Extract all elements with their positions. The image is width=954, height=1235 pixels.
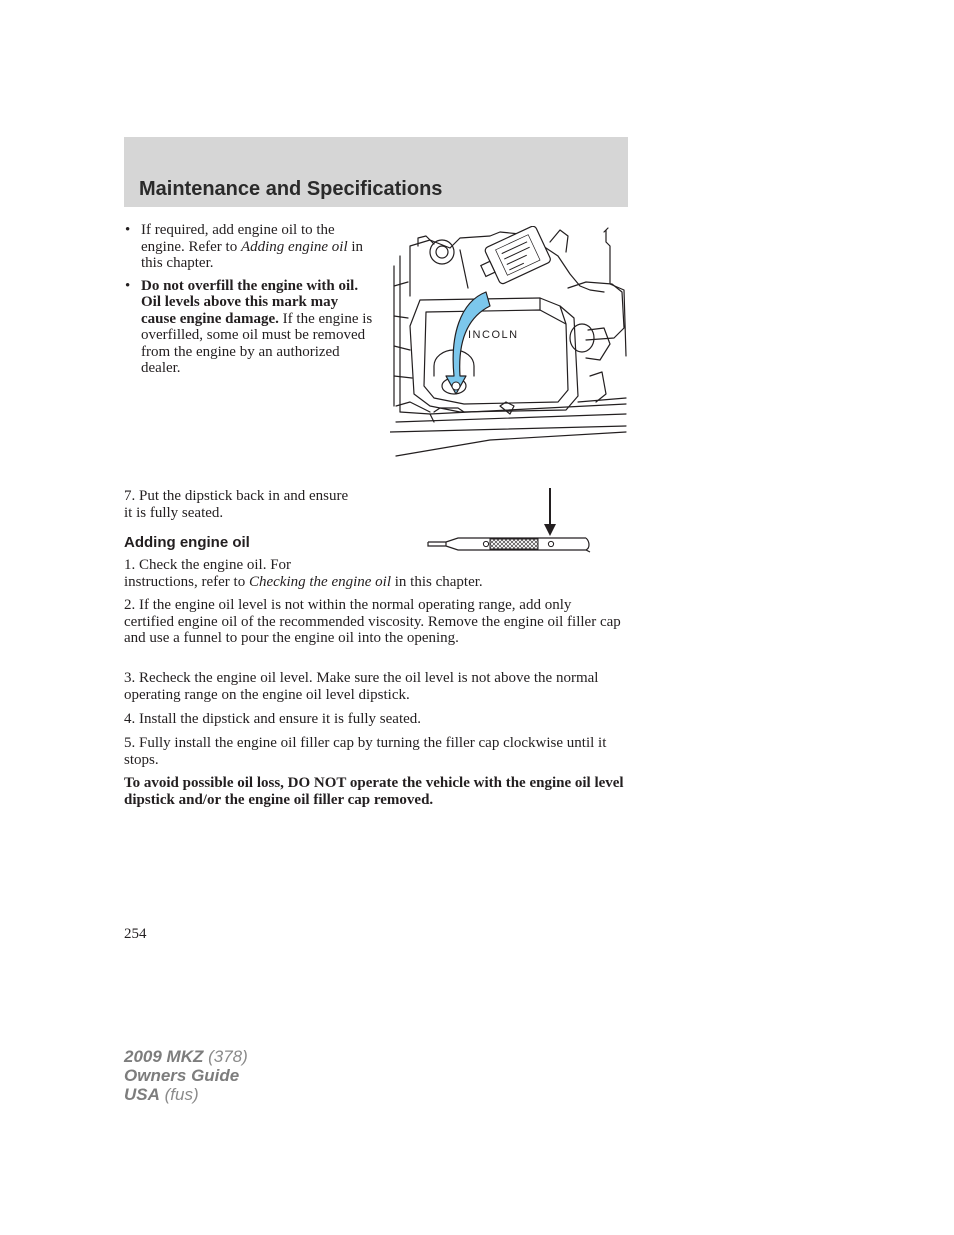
list-item: • If required, add engine oil to the engine. Refer to Adding engine oil in this chapter. [125, 222, 364, 271]
dipstick-illustration [424, 486, 594, 556]
cross-reference: Adding engine oil [240, 238, 348, 255]
step-7: 7. Put the dipstick back in and ensure it is fully seated. [124, 488, 349, 521]
step-3: 3. Recheck the engine oil level. Make sure the oil level is not above the normal operating range on the engine oil level dipstick. [124, 670, 599, 703]
cross-reference: Checking the engine oil [248, 573, 392, 590]
step-5: 5. Fully install the engine oil filler cap by turning the filler cap clockwise until it stops. [124, 735, 607, 768]
list-item: • Do not overfill the engine with oil. Oil levels above this mark may cause engine damage. If the engine is overfilled, some oil must be removed from the engine by an authorized dealer. [125, 277, 373, 376]
page-title: Maintenance and Specifications [139, 178, 443, 200]
engine-cover-brand: INCOLN [468, 329, 519, 341]
step-1: 1. Check the engine oil. For instructions, refer to Checking the engine oil in this chapter. [124, 557, 483, 590]
bullet-dot: • [125, 222, 131, 238]
bullet-list [124, 222, 374, 383]
page-number: 254 [124, 926, 147, 942]
step-4: 4. Install the dipstick and ensure it is fully seated. [124, 711, 422, 727]
warning-text: To avoid possible oil loss, DO NOT operate the vehicle with the engine oil level dipstick and/or the engine oil filler cap removed. [124, 775, 624, 808]
caution-text: Do not overfill the engine with oil. Oil levels above this mark may cause engine damage. [141, 277, 359, 327]
bullet-dot: • [125, 277, 131, 294]
step-2: 2. If the engine oil level is not within the normal operating range, add only certified engine oil of the recommended viscosity. Remove the engine oil filler cap and use a funnel to pour the engine oil into the opening. [124, 597, 621, 646]
section-heading: Adding engine oil [124, 534, 250, 551]
document-footer: 2009 MKZ (378) Owners Guide USA (fus) [124, 1047, 248, 1104]
pour-arrow [446, 292, 490, 394]
engine-oil-fill-illustration [390, 226, 630, 462]
